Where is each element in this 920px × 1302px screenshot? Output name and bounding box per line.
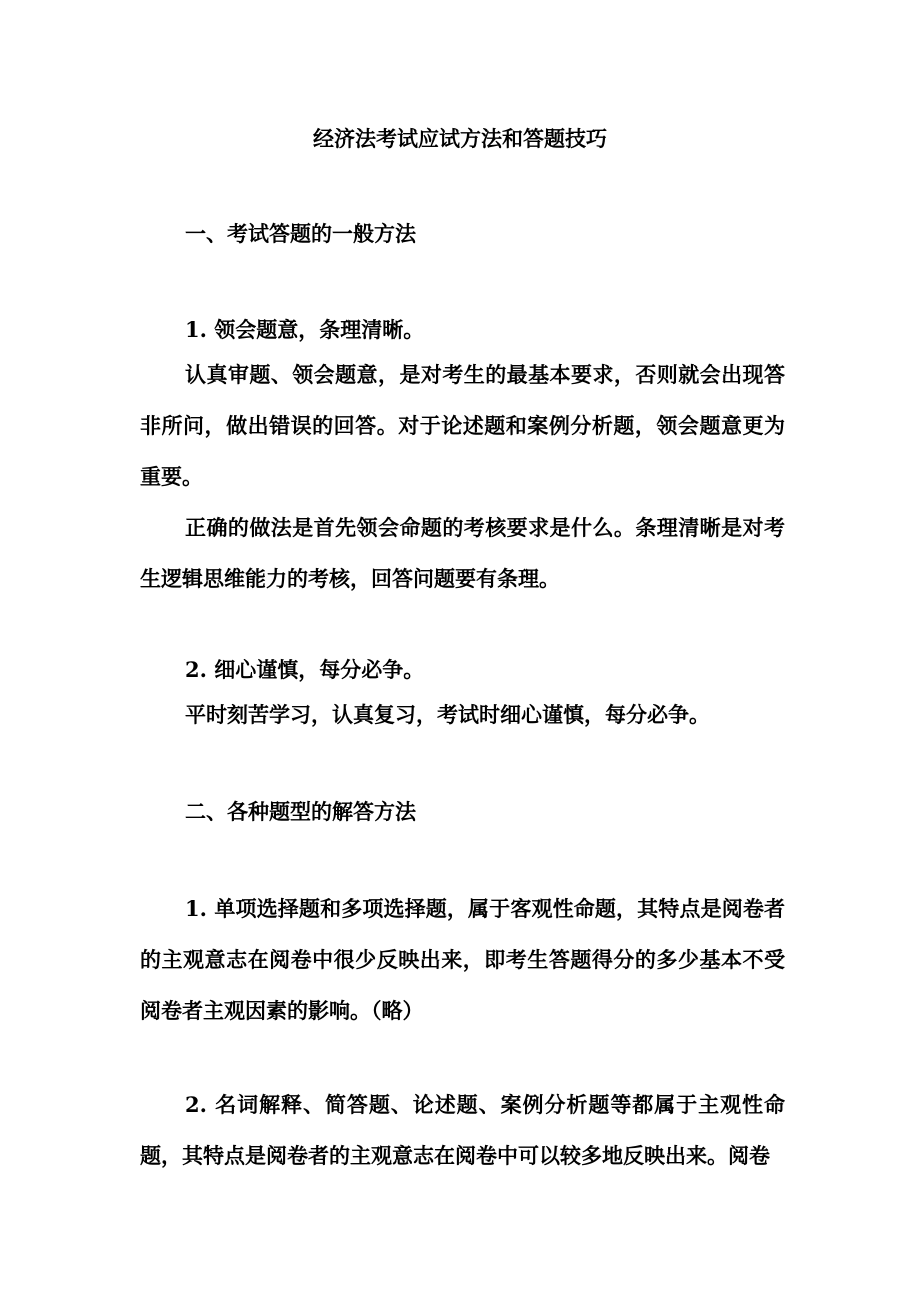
section-2-item-1-paragraph: 1. 单项选择题和多项选择题，属于客观性命题，其特点是阅卷者的主观意志在阅卷中很少反映出来，即考生答题得分的多少基本不受阅卷者主观因素的影响。（略） [140,896,785,1023]
section-2-heading: 二、各种题型的解答方法 [185,799,416,824]
section-2-item-2-paragraph: 2. 名词解释、简答题、论述题、案例分析题等都属于主观性命题，其特点是阅卷者的主观意志在阅卷中可以较多地反映出来。阅卷 [140,1092,785,1168]
section-1-item-1-heading: 1. 领会题意，条理清晰。 [185,317,425,342]
section-1-heading: 一、考试答题的一般方法 [185,221,416,246]
section-1-item-1-paragraph-2: 正确的做法是首先领会命题的考核要求是什么。条理清晰是对考生逻辑思维能力的考核，回答问题要有条理。 [140,515,785,591]
document-title: 经济法考试应试方法和答题技巧 [313,126,607,151]
section-1-item-2-paragraph-1: 平时刻苦学习，认真复习，考试时细心谨慎，每分必争。 [185,702,710,727]
section-1-item-2-heading: 2. 细心谨慎，每分必争。 [185,657,425,682]
section-1-item-1-paragraph-1: 认真审题、领会题意，是对考生的最基本要求，否则就会出现答非所问，做出错误的回答。对于论述题和案例分析题，领会题意更为重要。 [140,362,785,489]
